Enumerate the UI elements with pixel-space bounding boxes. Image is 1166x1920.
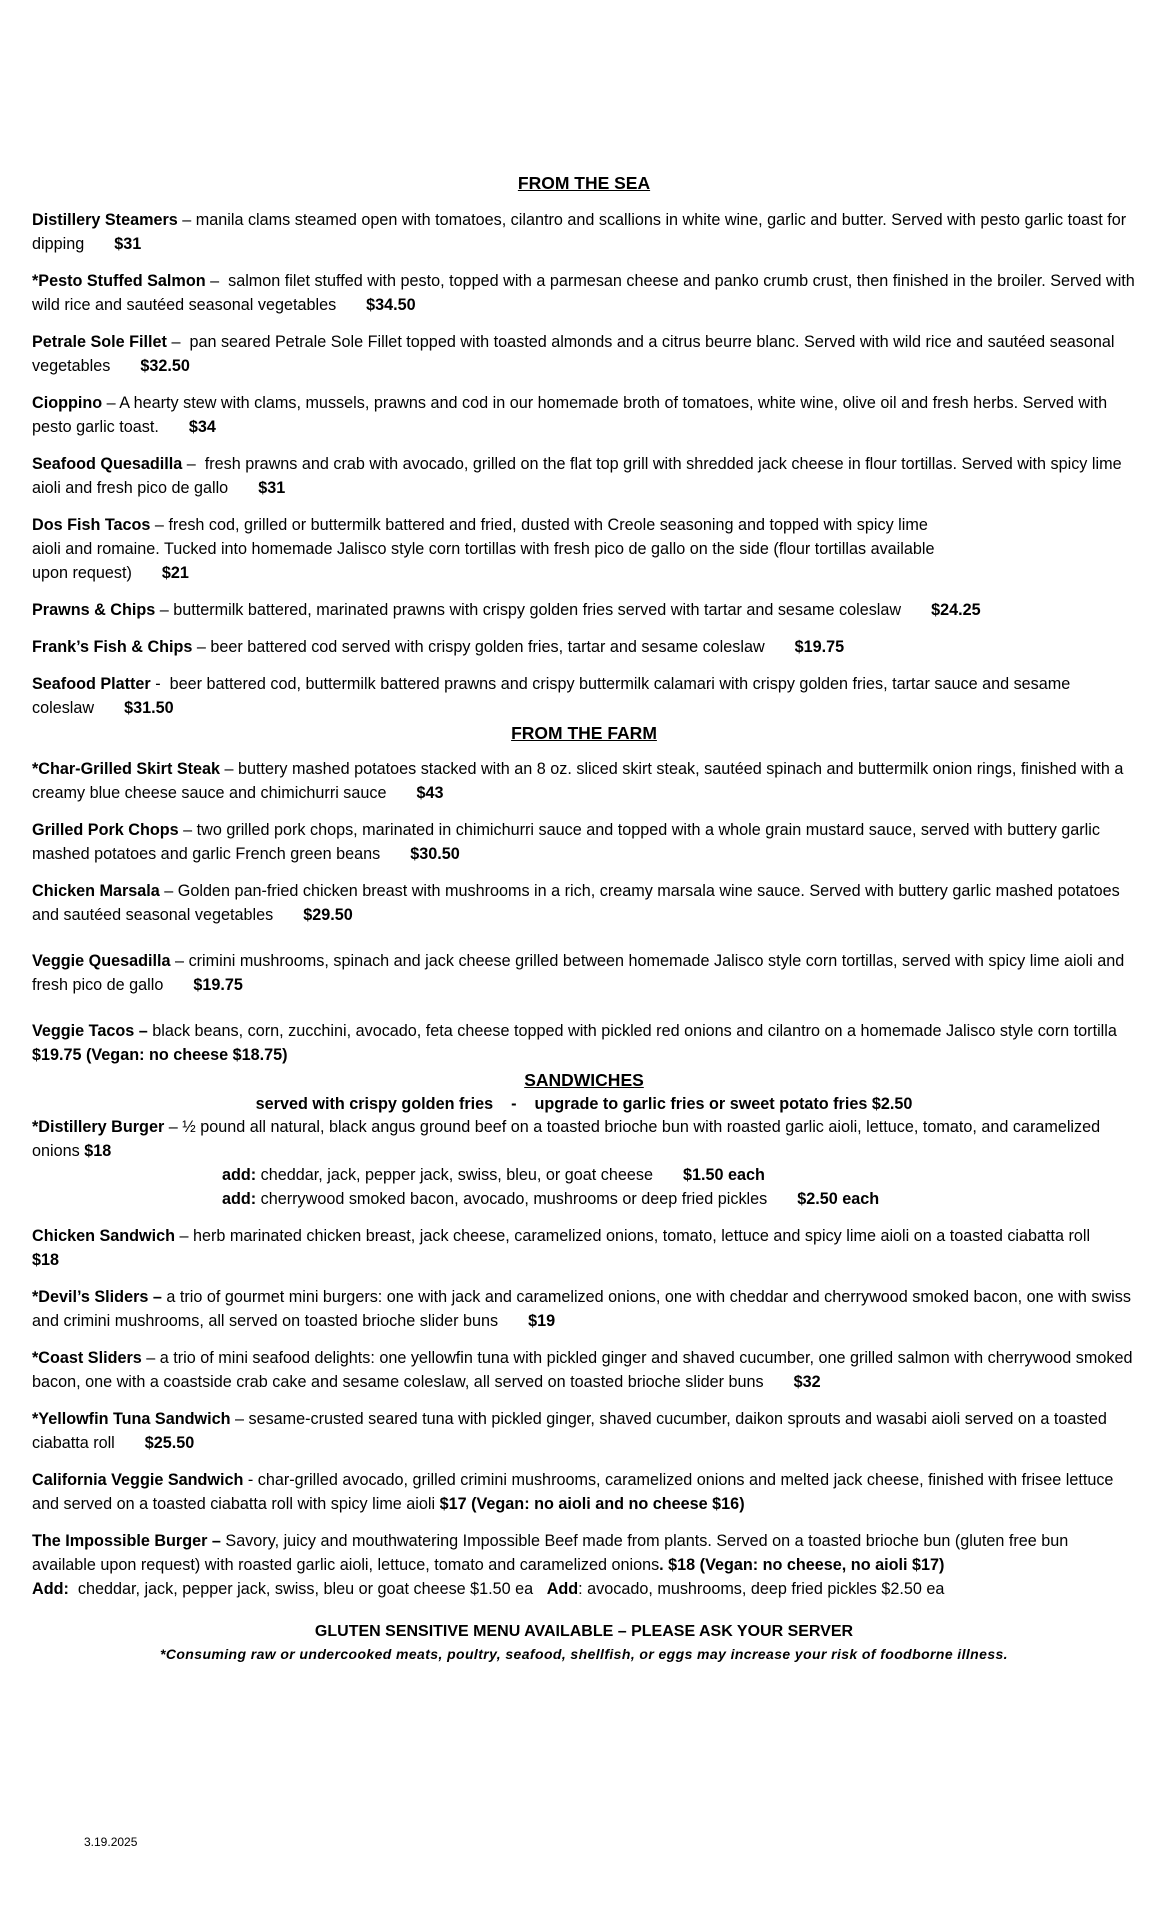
item-description: sesame-crusted seared tuna with pickled ginger, shaved cucumber, daikon sprouts and wasabi aioli served on a toasted ciabatta roll <box>32 1410 1107 1452</box>
item-name: The Impossible Burger – <box>32 1532 221 1550</box>
item-price: $43 <box>416 784 444 802</box>
item-description: two grilled pork chops, marinated in chimichurri sauce and topped with a whole grain mustard sauce, served with buttery garlic mashed potatoes and garlic French green beans <box>32 821 1100 863</box>
item-description: herb marinated chicken breast, jack cheese, caramelized onions, tomato, lettuce and spicy lime aioli on a toasted ciabatta roll <box>193 1227 1091 1245</box>
item-separator: – <box>220 760 239 778</box>
item-description: aioli and romaine. Tucked into homemade Jalisco style corn tortillas with fresh pico de gallo on the side (flour tortillas available <box>32 540 935 558</box>
menu-item <box>32 330 1136 378</box>
menu-date: 3.19.2025 <box>84 1835 138 1849</box>
item-separator: – <box>141 1349 160 1367</box>
add-label: Add: <box>32 1580 69 1598</box>
sandwich-items <box>32 1115 1136 1601</box>
item-separator: – <box>182 455 205 473</box>
menu-item <box>32 1407 1136 1455</box>
item-name: Chicken Sandwich <box>32 1227 176 1245</box>
item-price: $29.50 <box>303 906 353 924</box>
add-label: Add <box>546 1580 579 1598</box>
sandwiches-subheading <box>32 1092 1136 1116</box>
menu-item <box>32 1468 1136 1516</box>
item-description: ½ pound all natural, black angus ground beef on a toasted brioche bun with roasted garlic aioli, lettuce, tomato, and caramelized onions <box>32 1118 1101 1160</box>
section-heading-sea: FROM THE SEA <box>517 173 651 193</box>
item-separator: – <box>159 882 178 900</box>
item-description: upon request) <box>32 564 132 582</box>
section-heading-farm: FROM THE FARM <box>511 723 657 743</box>
menu-item <box>32 818 1136 866</box>
menu-item <box>32 269 1136 317</box>
menu-item <box>32 452 1136 500</box>
add-label: add: <box>222 1166 257 1184</box>
item-name: Seafood Quesadilla <box>32 455 183 473</box>
section-heading-sandwiches: SANDWICHES <box>524 1070 644 1090</box>
item-separator: – <box>170 952 189 970</box>
item-separator: – <box>164 1118 183 1136</box>
add-options: : avocado, mushrooms, deep fried pickles $2.50 ea <box>578 1580 945 1598</box>
item-name: *Yellowfin Tuna Sandwich <box>32 1410 231 1428</box>
item-description: buttermilk battered, marinated prawns with crispy golden fries served with tartar and sesame coleslaw <box>173 601 902 619</box>
menu-item <box>32 879 1136 927</box>
sea-items <box>32 208 1136 733</box>
item-name: Veggie Tacos – <box>32 1022 148 1040</box>
item-name: Frank’s Fish & Chips <box>32 638 193 656</box>
fries-note: served with crispy golden fries - upgrade to garlic fries or sweet potato fries $2.50 <box>255 1095 913 1113</box>
item-price: $19.75 <box>193 976 243 994</box>
item-description: fresh cod, grilled or buttermilk battered and fried, dusted with Creole seasoning and topped with spicy lime <box>168 516 928 534</box>
item-name: *Distillery Burger <box>32 1118 165 1136</box>
add-options: cherrywood smoked bacon, avocado, mushrooms or deep fried pickles <box>260 1190 768 1208</box>
menu-item <box>32 1224 1136 1272</box>
add-options: cheddar, jack, pepper jack, swiss, bleu or goat cheese $1.50 ea <box>68 1580 547 1598</box>
item-separator: – <box>166 333 190 351</box>
item-description: fresh prawns and crab with avocado, grilled on the flat top grill with shredded jack cheese in flour tortillas. Served with spicy lime aioli and fresh pico de gallo <box>32 455 1122 497</box>
item-description: crimini mushrooms, spinach and jack cheese grilled between homemade Jalisco style corn tortillas, served with spicy lime aioli and fresh pico de gallo <box>32 952 1125 994</box>
menu-item <box>32 1115 1136 1163</box>
item-name: California Veggie Sandwich <box>32 1471 244 1489</box>
item-price: $17 (Vegan: no aioli and no cheese $16) <box>439 1495 745 1513</box>
item-name: *Devil’s Sliders – <box>32 1288 162 1306</box>
item-price: $31 <box>114 235 142 253</box>
add-on-row <box>32 1163 1136 1187</box>
item-description: pan seared Petrale Sole Fillet topped with toasted almonds and a citrus beurre blanc. Served with wild rice and sautéed seasonal vegetables <box>32 333 1115 375</box>
menu-item <box>32 1529 1136 1601</box>
farm-items <box>32 757 1136 1067</box>
item-name: Grilled Pork Chops <box>32 821 179 839</box>
item-separator: – <box>155 601 174 619</box>
menu-item <box>32 208 1136 256</box>
menu-item <box>32 672 1136 720</box>
item-name: Petrale Sole Fillet <box>32 333 167 351</box>
item-separator: - <box>150 675 170 693</box>
item-description: salmon filet stuffed with pesto, topped with a parmesan cheese and panko crumb crust, then finished in the broiler. Served with wild rice and sautéed seasonal vegetables <box>32 272 1135 314</box>
item-description: black beans, corn, zucchini, avocado, feta cheese topped with pickled red onions and cilantro on a homemade Jalisco style corn tortilla <box>147 1022 1117 1040</box>
item-name: Cioppino <box>32 394 103 412</box>
add-label: add: <box>222 1190 257 1208</box>
item-description: a trio of gourmet mini burgers: one with jack and caramelized onions, one with cheddar and cherrywood smoked bacon, one with swiss and crimini mushrooms, all served on toasted brioche slider buns <box>32 1288 1131 1330</box>
item-price: $18 <box>32 1251 60 1269</box>
item-name: Distillery Steamers <box>32 211 178 229</box>
item-price: $31.50 <box>124 699 174 717</box>
menu-item <box>32 1285 1136 1333</box>
item-price: $24.25 <box>931 601 981 619</box>
menu-item <box>32 598 1136 622</box>
item-price: $32 <box>793 1373 821 1391</box>
item-price: $30.50 <box>410 845 460 863</box>
menu-item <box>32 757 1136 805</box>
item-separator: – <box>192 638 211 656</box>
item-description: beer battered cod served with crispy golden fries, tartar and sesame coleslaw <box>210 638 765 656</box>
add-options: cheddar, jack, pepper jack, swiss, bleu, or goat cheese <box>260 1166 653 1184</box>
item-name: Prawns & Chips <box>32 601 156 619</box>
item-name: *Pesto Stuffed Salmon <box>32 272 206 290</box>
item-name: *Coast Sliders <box>32 1349 142 1367</box>
item-description: a trio of mini seafood delights: one yellowfin tuna with pickled ginger and shaved cucumber, one grilled salmon with cherrywood smoked bacon, one with a coastside crab cake and sesame coleslaw, all served on toasted brioche slider buns <box>32 1349 1133 1391</box>
menu-item <box>32 513 1136 585</box>
item-name: Dos Fish Tacos <box>32 516 151 534</box>
item-separator: – <box>230 1410 249 1428</box>
menu-item <box>32 1346 1136 1394</box>
item-description: A hearty stew with clams, mussels, prawns and cod in our homemade broth of tomatoes, white wine, olive oil and fresh herbs. Served with pesto garlic toast. <box>32 394 1108 436</box>
item-description: manila clams steamed open with tomatoes, cilantro and scallions in white wine, garlic and butter. Served with pesto garlic toast for dipping <box>32 211 1127 253</box>
item-name: *Char-Grilled Skirt Steak <box>32 760 221 778</box>
item-separator: – <box>102 394 120 412</box>
add-on-row <box>32 1187 1136 1211</box>
item-price: $32.50 <box>140 357 190 375</box>
menu-item <box>32 949 1136 997</box>
item-price: $19.75 <box>794 638 845 656</box>
item-price: $21 <box>161 564 189 582</box>
menu-item <box>32 1019 1136 1067</box>
item-price: $34 <box>188 418 216 436</box>
gluten-notice: GLUTEN SENSITIVE MENU AVAILABLE – PLEASE ASK YOUR SERVER <box>314 1623 854 1640</box>
item-description: buttery mashed potatoes stacked with an 8 oz. sliced skirt steak, sautéed spinach and buttermilk onion rings, finished with a creamy blue cheese sauce and chimichurri sauce <box>32 760 1124 802</box>
item-separator: – <box>177 211 196 229</box>
item-description: Golden pan-fried chicken breast with mushrooms in a rich, creamy marsala wine sauce. Served with buttery garlic mashed potatoes and sautéed seasonal vegetables <box>32 882 1120 924</box>
item-name: Seafood Platter <box>32 675 151 693</box>
item-separator: – <box>178 821 197 839</box>
item-name: Chicken Marsala <box>32 882 160 900</box>
item-description: beer battered cod, buttermilk battered prawns and crispy buttermilk calamari with crispy golden fries, tartar sauce and sesame coleslaw <box>32 675 1071 717</box>
menu-item <box>32 391 1136 439</box>
item-price: $34.50 <box>366 296 416 314</box>
item-description: - char-grilled avocado, grilled crimini mushrooms, caramelized onions and melted jack cheese, finished with frisee lettuce and served on a toasted ciabatta roll with spicy lime aioli <box>32 1471 1114 1513</box>
item-price: $18 <box>84 1142 112 1160</box>
item-price: $19 <box>528 1312 556 1330</box>
item-name: Veggie Quesadilla <box>32 952 171 970</box>
item-price: $25.50 <box>144 1434 195 1452</box>
item-price: . $18 (Vegan: no cheese, no aioli $17) <box>659 1556 945 1574</box>
item-price: $31 <box>258 479 286 497</box>
item-separator: – <box>150 516 169 534</box>
menu-item <box>32 635 1136 659</box>
add-price: $2.50 each <box>797 1190 880 1208</box>
add-price: $1.50 each <box>683 1166 765 1184</box>
item-separator: – <box>205 272 229 290</box>
item-description: Savory, juicy and mouthwatering Impossible Beef made from plants. Served on a toasted brioche bun (gluten free bun available upon request) with roasted garlic aioli, lettuce, tomato and caramelized onions <box>32 1532 1069 1574</box>
item-price: $19.75 (Vegan: no cheese $18.75) <box>32 1046 288 1064</box>
foodborne-warning: *Consuming raw or undercooked meats, poultry, seafood, shellfish, or eggs may increase your risk of foodborne illness. <box>160 1646 1008 1662</box>
item-separator: – <box>175 1227 194 1245</box>
